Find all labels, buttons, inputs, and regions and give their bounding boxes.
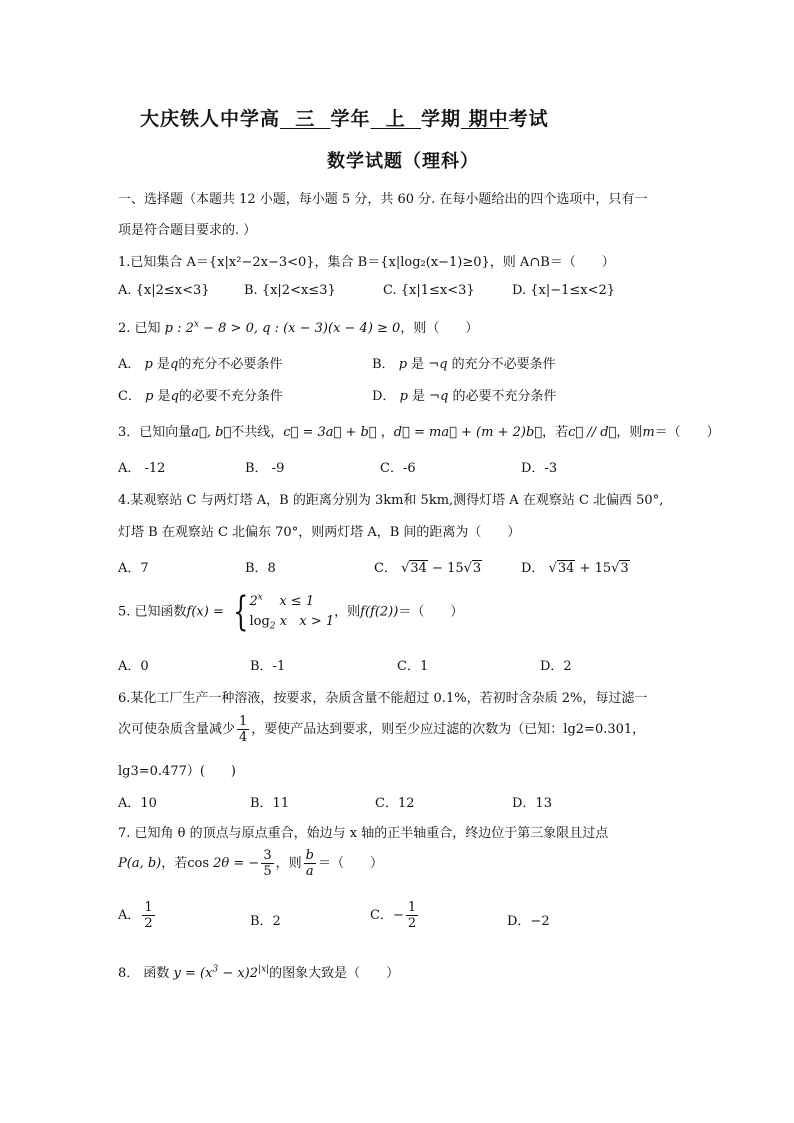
q5-option-d: D．2 [540,659,572,674]
q1-stem: 1.已知集合 A＝{x|x²−2x−3<0}，集合 B＝{x|log₂(x−1)≥0}，则 A∩B＝（ ） [118,255,615,270]
q7-option-b: B．2 [250,914,281,929]
q4-stem-line1: 4.某观察站 C 与两灯塔 A，B 的距离分别为 3km和 5km,测得灯塔 A 在观察站 C 北偏西 50°, [118,493,664,508]
q2-option-d: D． p 是 ¬q 的必要不充分条件 [372,389,557,404]
section-instructions-line1: 一、选择题（本题共 12 小题，每小题 5 分，共 60 分. 在每小题给出的四个选项中，只有一 [118,192,648,207]
q3-stem: 3．已知向量a⃗, b⃗不共线，c⃗ = 3a⃗ + b⃗ ，d⃗ = ma⃗ + (m + 2)b⃗，若c⃗ // d⃗，则m＝（ ） [118,425,720,440]
q4-option-b: B．8 [245,561,276,576]
q2-option-a: A． p 是q的充分不必要条件 [118,357,283,372]
q7-option-a: A． $\frac{1}{2}$ [118,900,153,931]
q6-option-c: C．12 [375,796,415,811]
q3-option-d: D．-3 [521,461,558,476]
q5-stem: 5. 已知函数f(x) = { 2$^x$ x ≤ 1 $\log_2 x$ x > 1 ，则f(f(2))＝（ ） [118,589,464,635]
q6-option-b: B．11 [250,796,290,811]
q6-option-d: D．13 [512,796,552,811]
q6-option-a: A．10 [118,796,157,811]
q7-stem-line2: P(a, b)，若cos 2θ = − $\frac{3}{5}$ ，则 $\frac{b}{a}$ ＝（ ） [118,848,383,879]
q8-stem: 8． 函数 $y = (x^3 - x)2^{|x|}$的图象大致是（ ） [118,964,400,981]
q6-stem-line2: 次可使杂质含量减少 $\frac{1}{4}$ ，要使产品达到要求，则至少应过滤的次数为（已知：lg2=0.301， [118,714,646,745]
q7-option-d: D．−2 [507,914,550,929]
q7-option-c: C．− $\frac{1}{2}$ [370,900,417,931]
q3-option-b: B． -9 [245,461,285,476]
q6-stem-line3: lg3=0.477）( ) [118,764,237,779]
q5-option-c: C．1 [397,659,429,674]
q4-option-d: D． √34 + 15√3 [521,561,629,576]
q4-option-a: A．7 [118,561,149,576]
q5-option-a: A．0 [118,659,149,674]
q3-option-c: C．-6 [380,461,416,476]
q1-option-b: B. {x|2<x≤3} [244,283,336,298]
q4-option-c: C． √34 − 15√3 [374,561,482,576]
exam-title: 大庆铁人中学高 三 学年 上 学期 期中考试 [140,108,549,130]
q1-option-a: A. {x|2≤x<3} [118,283,210,298]
q1-option-d: D. {x|−1≤x<2} [512,283,616,298]
q6-stem-line1: 6.某化工厂生产一种溶液，按要求，杂质含量不能超过 0.1%，若初时含杂质 2%，每过滤一 [118,691,648,706]
exam-subtitle: 数学试题（理科） [327,151,479,172]
q4-stem-line2: 灯塔 B 在观察站 C 北偏东 70°，则两灯塔 A，B 间的距离为（ ） [118,525,521,540]
q2-option-b: B． p 是 ¬q 的充分不必要条件 [372,357,556,372]
q1-option-c: C. {x|1≤x<3} [383,283,475,298]
q2-option-c: C． p 是q的必要不充分条件 [118,389,283,404]
q5-option-b: B．-1 [250,659,286,674]
section-instructions-line2: 项是符合题目要求的. ） [118,223,257,238]
q7-stem-line1: 7. 已知角 θ 的顶点与原点重合，始边与 x 轴的正半轴重合，终边位于第三象限且过点 [118,826,609,841]
q2-stem: 2. 已知 p : $2^x - 8 > 0$, q : (x − 3)(x − 4) ≥ 0，则（ ） [118,319,479,336]
q3-option-a: A． -12 [118,461,166,476]
